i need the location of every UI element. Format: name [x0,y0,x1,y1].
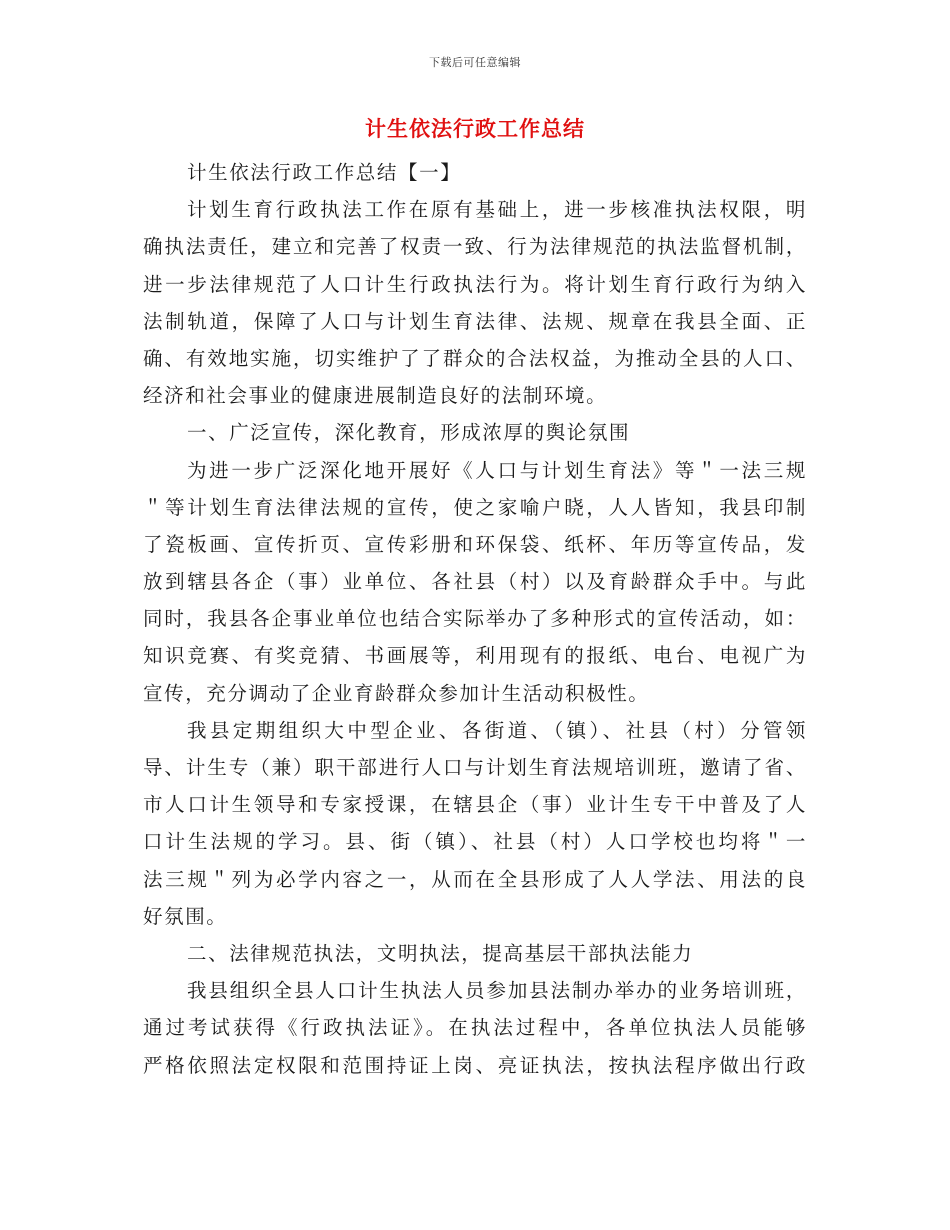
text-line: 了瓷板画、宣传折页、宣传彩册和环保袋、纸杯、年历等宣传品，发 [143,532,807,556]
text-line: 确、有效地实施，切实维护了了群众的合法权益，为推动全县的人口、 [143,346,807,370]
text-line: 通过考试获得《行政执法证》。在执法过程中，各单位执法人员能够 [143,1016,807,1040]
text-line: 放到辖县各企（事）业单位、各社县（村）以及育龄群众手中。与此 [143,570,807,594]
text-line: 同时，我县各企事业单位也结合实际举办了多种形式的宣传活动，如： [143,607,807,631]
text-line: ＂等计划生育法律法规的宣传，使之家喻户晓，人人皆知，我县印制 [143,495,807,519]
header-note: 下载后可任意编辑 [429,56,521,69]
text-line: 一、广泛宣传，深化教育，形成浓厚的舆论氛围 [187,421,631,445]
document-title: 计生依法行政工作总结 [365,117,585,141]
text-line: 口计生法规的学习。县、街（镇）、社县（村）人口学校也均将＂一 [143,830,807,854]
text-line: 市人口计生领导和专家授课，在辖县企（事）业计生专干中普及了人 [143,793,807,817]
text-line: 进一步法律规范了人口计生行政执法行为。将计划生育行政行为纳入 [143,272,807,296]
text-line: 经济和社会事业的健康进展制造良好的法制环境。 [143,384,608,408]
text-line: 我县组织全县人口计生执法人员参加县法制办举办的业务培训班， [187,979,807,1003]
text-line: 确执法责任，建立和完善了权责一致、行为法律规范的执法监督机制， [143,235,807,259]
text-line: 法制轨道，保障了人口与计划生育法律、法规、规章在我县全面、正 [143,309,807,333]
text-line: 知识竞赛、有奖竞猜、书画展等，利用现有的报纸、电台、电视广为 [143,644,807,668]
document-body [143,154,807,1084]
text-line: 计划生育行政执法工作在原有基础上，进一步核准执法权限，明 [187,198,807,222]
text-line: 计生依法行政工作总结【一】 [187,161,462,184]
text-line: 导、计生专（兼）职干部进行人口与计划生育法规培训班，邀请了省、 [143,756,807,779]
text-line: 我县定期组织大中型企业、各街道、（镇）、社县（村）分管领 [187,718,807,742]
text-line: 法三规＂列为必学内容之一，从而在全县形成了人人学法、用法的良 [143,867,807,891]
text-line: 严格依照法定权限和范围持证上岗、亮证执法，按执法程序做出行政 [143,1053,807,1077]
text-line: 二、法律规范执法，文明执法，提高基层干部执法能力 [187,941,694,965]
text-line: 好氛围。 [143,904,228,928]
text-line: 宣传，充分调动了企业育龄群众参加计生活动积极性。 [143,681,650,705]
text-line: 为进一步广泛深化地开展好《人口与计划生育法》等＂一法三规 [187,458,807,482]
